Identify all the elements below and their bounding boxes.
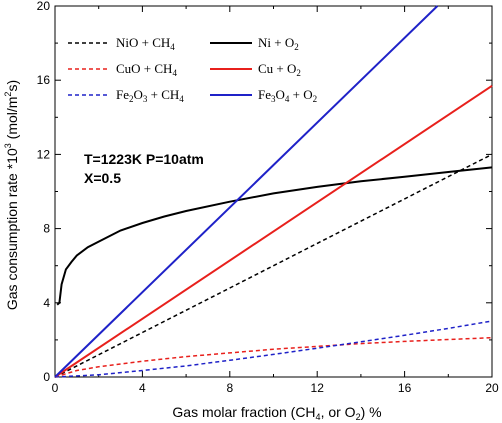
y-tick-label: 0 (43, 370, 50, 384)
x-tick-label: 8 (226, 381, 234, 395)
x-tick-label: 16 (397, 381, 412, 395)
y-tick-label: 12 (36, 147, 50, 162)
x-tick-label: 12 (310, 381, 324, 395)
legend-label-4: $Cu + O_2$ (258, 61, 301, 78)
legend-label-5: $Fe_3O_4 + O_2$ (258, 87, 318, 104)
legend-label-0: NiO + $CH_4$ (116, 35, 175, 52)
y-axis-title: Gas consumption rate $*10^3$ $(mol/m^2s)$ (3, 79, 20, 311)
x-tick-label: 20 (485, 381, 499, 395)
legend-label-2: $Fe_2O_3 + CH_4$ (116, 87, 184, 104)
legend-label-3: $Ni + O_2$ (258, 35, 299, 52)
series-line-5 (55, 6, 437, 377)
y-tick-label: 20 (36, 0, 50, 13)
series-line-0 (55, 154, 492, 377)
y-tick-label: 16 (36, 73, 50, 88)
legend-label-1: CuO + $CH_4$ (116, 61, 177, 78)
conditions-annotation: T=1223K P=10atm (84, 151, 204, 167)
axis-tick-labels (37, 0, 499, 395)
y-tick-label: 4 (43, 295, 50, 310)
x-axis-title: Gas molar fraction ($CH_4$, or $O_2$) % (172, 404, 382, 422)
y-tick-label: 8 (43, 221, 50, 236)
conversion-annotation: X=0.5 (84, 170, 121, 186)
legend (68, 35, 317, 104)
x-tick-label: 4 (139, 381, 146, 395)
series-line-3 (57, 167, 492, 304)
x-tick-label: 0 (51, 381, 59, 395)
